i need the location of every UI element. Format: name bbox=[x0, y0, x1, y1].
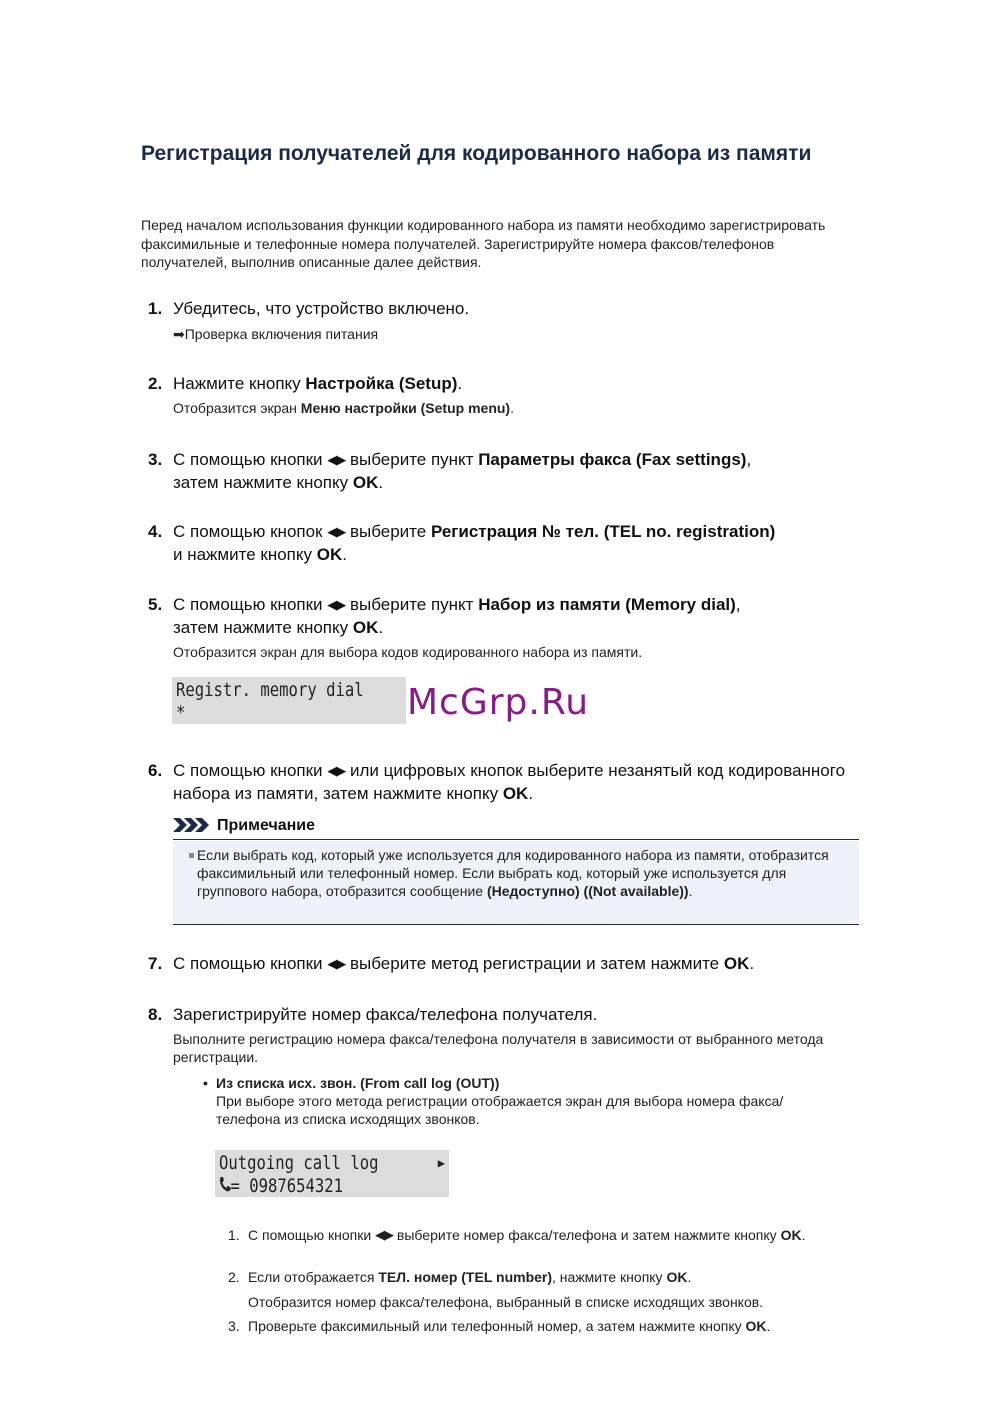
step-4 bbox=[148, 520, 868, 566]
step-1 bbox=[148, 297, 868, 343]
note-title: Примечание bbox=[217, 817, 316, 834]
intro-paragraph: Перед началом использования функции кодированного набора из памяти необходимо зарегистрировать факсимильные и телефонные номера получателей. Зарегистрируйте номера факсов/телефонов получателей, выполнив описанные далее действия. bbox=[141, 217, 826, 270]
left-right-arrows-icon: ◀▶ bbox=[327, 763, 346, 778]
step-5 bbox=[148, 593, 868, 661]
method-title: Из списка исх. звон. (From call log (OUT)) bbox=[216, 1075, 500, 1091]
step-number: 2. bbox=[148, 374, 163, 393]
step-result: Отобразится экран Меню настройки (Setup menu). bbox=[173, 400, 514, 416]
link-label: Проверка включения питания bbox=[184, 326, 379, 342]
substep-2: 2. Если отображается ТЕЛ. номер (TEL number), нажмите кнопку OK. Отобразится номер факса/телефона, выбранный в списке исходящих звонков. bbox=[228, 1268, 848, 1311]
step-number: 1. bbox=[148, 299, 163, 318]
step-text: С помощью кнопок ◀▶ выберите Регистрация № тел. (TEL no. registration) и нажмите кнопку OK. bbox=[173, 522, 776, 564]
step-result: Выполните регистрацию номера факса/телефона получателя в зависимости от выбранного метода регистрации. bbox=[173, 1031, 824, 1065]
step-number: 3. bbox=[148, 450, 163, 469]
note-box bbox=[173, 841, 859, 925]
step-number: 6. bbox=[148, 761, 163, 780]
step-text: Нажмите кнопку Настройка (Setup). bbox=[173, 374, 463, 393]
square-bullet-icon bbox=[189, 853, 194, 858]
step-8 bbox=[148, 1003, 868, 1066]
watermark: McGrp.Ru bbox=[407, 682, 590, 723]
left-right-arrows-icon: ◀▶ bbox=[327, 524, 346, 539]
left-right-arrows-icon: ◀▶ bbox=[327, 597, 346, 612]
phone-icon bbox=[219, 1175, 230, 1198]
step-number: 8. bbox=[148, 1005, 163, 1024]
substep-result: Отобразится номер факса/телефона, выбранный в списке исходящих звонков. bbox=[248, 1294, 764, 1310]
step-7 bbox=[148, 952, 868, 975]
substep-1: 1. С помощью кнопки ◀▶ выберите номер факса/телефона и затем нажмите кнопку OK. bbox=[228, 1227, 806, 1243]
method-description: При выборе этого метода регистрации отображается экран для выбора номера факса/ телефона из списка исходящих звонков. bbox=[216, 1093, 784, 1127]
substep-3: 3. Проверьте факсимильный или телефонный номер, а затем нажмите кнопку OK. bbox=[228, 1318, 771, 1334]
note-chevrons-icon bbox=[173, 818, 213, 837]
step-text: С помощью кнопки ◀▶ или цифровых кнопок выберите незанятый код кодированного набора из памяти, затем нажмите кнопку OK. bbox=[173, 761, 846, 803]
step-result: Отобразится экран для выбора кодов кодированного набора из памяти. bbox=[173, 644, 643, 660]
step-text: Убедитесь, что устройство включено. bbox=[173, 299, 470, 318]
step-number: 4. bbox=[148, 522, 163, 541]
page-title: Регистрация получателей для кодированного набора из памяти bbox=[141, 142, 812, 165]
arrow-right-icon: ➡ bbox=[173, 326, 185, 342]
step-text: С помощью кнопки ◀▶ выберите метод регистрации и затем нажмите OK. bbox=[173, 954, 755, 973]
step-number: 5. bbox=[148, 595, 163, 614]
step-6 bbox=[148, 759, 868, 805]
left-right-arrows-icon: ◀▶ bbox=[375, 1227, 394, 1242]
lcd-line-2: * bbox=[176, 702, 186, 724]
lcd-screen-outgoing-call-log bbox=[215, 1150, 449, 1197]
step-text: Зарегистрируйте номер факса/телефона получателя. bbox=[173, 1005, 598, 1024]
bullet-dot-icon: • bbox=[203, 1075, 208, 1091]
power-check-link[interactable] bbox=[173, 325, 868, 343]
lcd-line-1: Registr. memory dial bbox=[176, 679, 364, 701]
note-text: Если выбрать код, который уже используется для кодированного набора из памяти, отобразится факсимильный или телефонный номер. Если выбрать код, который уже используется для группового набора, отобразится сообщение (Недоступно) ((Not available)). bbox=[197, 847, 829, 899]
step-3 bbox=[148, 448, 868, 494]
arrow-right-icon: ▶ bbox=[437, 1156, 445, 1170]
left-right-arrows-icon: ◀▶ bbox=[327, 956, 346, 971]
step-2 bbox=[148, 372, 868, 417]
lcd-line-2: = 0987654321 bbox=[219, 1175, 404, 1198]
step-number: 7. bbox=[148, 954, 163, 973]
lcd-screen-memory-dial bbox=[172, 677, 406, 724]
left-right-arrows-icon: ◀▶ bbox=[327, 452, 346, 467]
lcd-line-1: Outgoing call log bbox=[219, 1152, 379, 1174]
method-bullet bbox=[203, 1074, 843, 1128]
step-text: С помощью кнопки ◀▶ выберите пункт Параметры факса (Fax settings), затем нажмите кнопку OK. bbox=[173, 450, 752, 492]
step-text: С помощью кнопки ◀▶ выберите пункт Набор из памяти (Memory dial), затем нажмите кнопку OK. bbox=[173, 595, 741, 637]
note-heading bbox=[173, 817, 859, 840]
